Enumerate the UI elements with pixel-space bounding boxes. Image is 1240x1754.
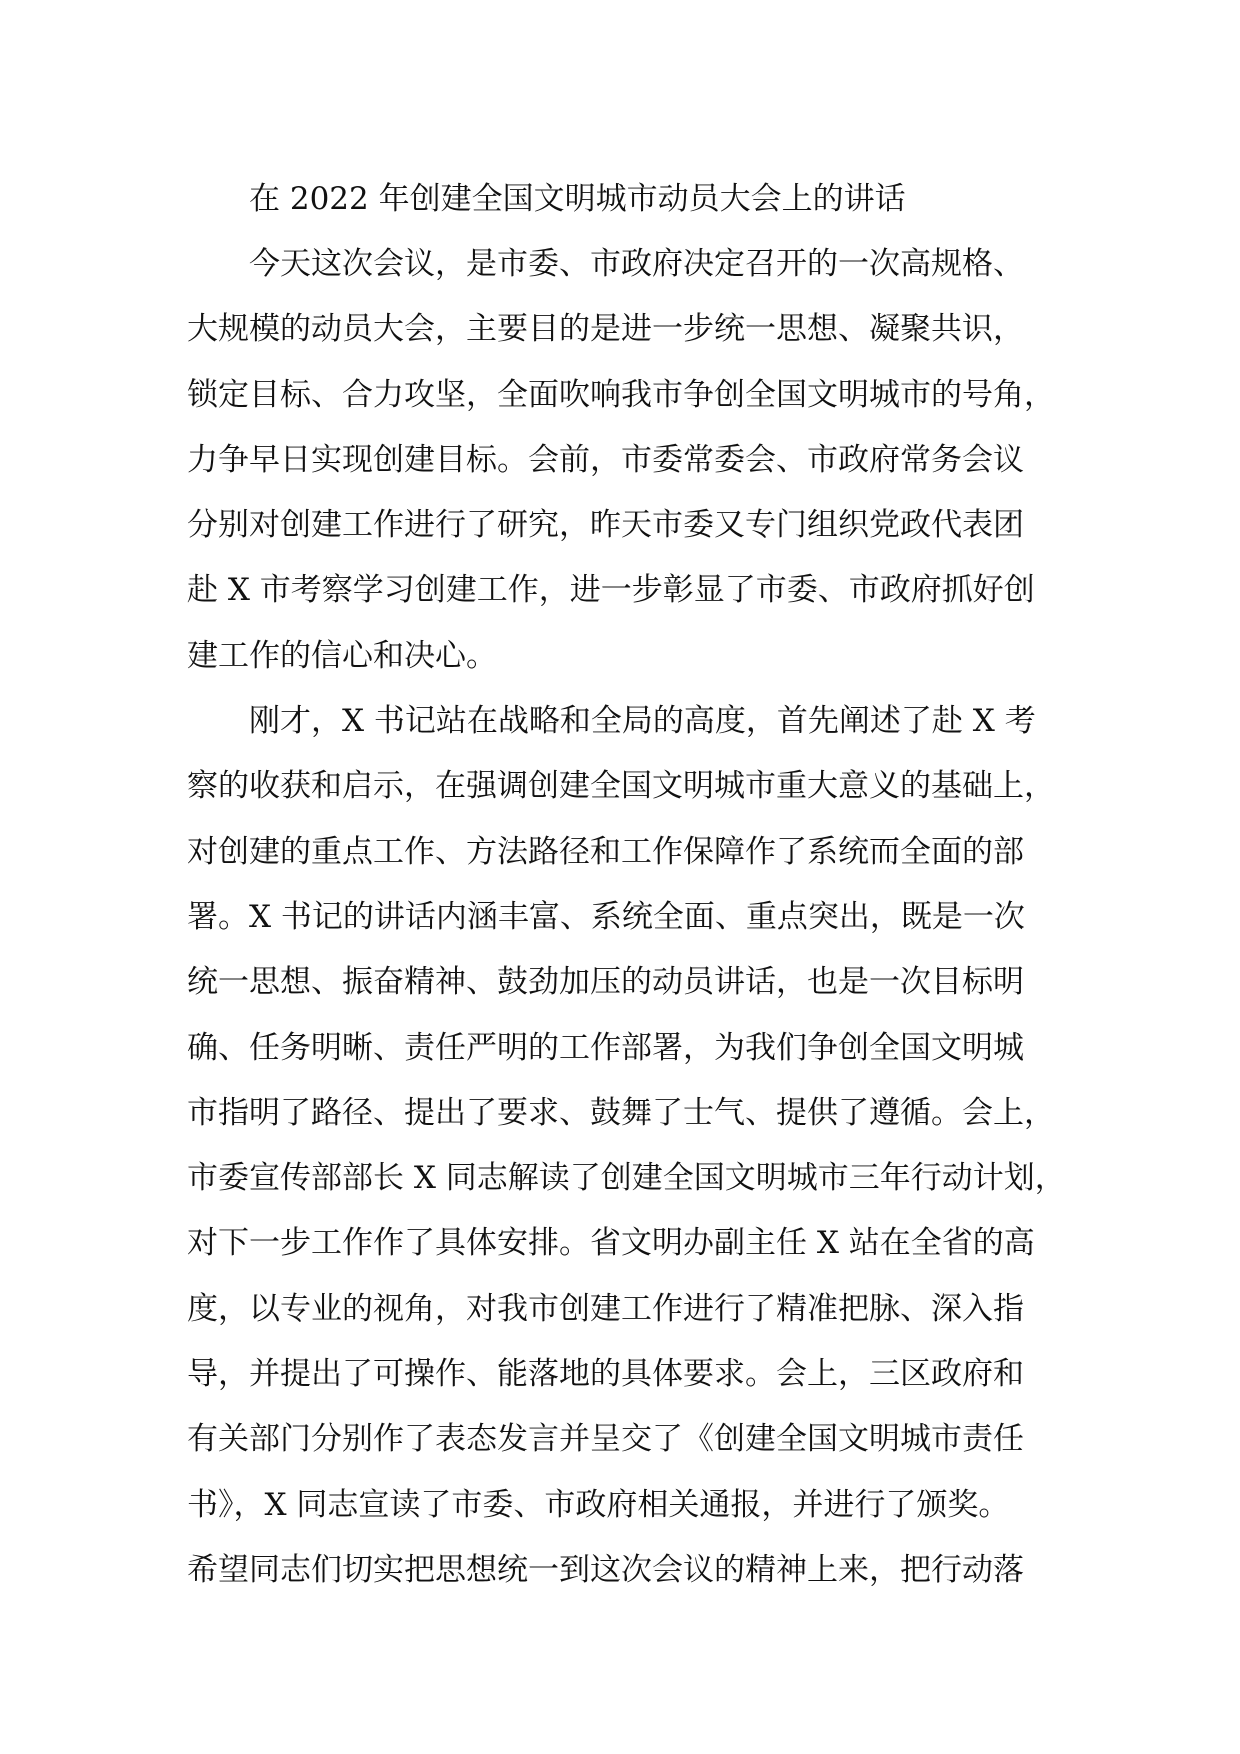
paragraph-2 [187, 689, 1079, 1603]
paragraph-line: 市委宣传部部长 X 同志解读了创建全国文明城市三年行动计划， [187, 1160, 1066, 1197]
paragraph-line: 度，以专业的视角，对我市创建工作进行了精准把脉、深入指 [187, 1290, 1024, 1327]
paragraph-line: 有关部门分别作了表态发言并呈交了《创建全国文明城市责任 [187, 1421, 1024, 1458]
paragraph-line: 赴 X 市考察学习创建工作，进一步彰显了市委、市政府抓好创 [187, 572, 1035, 609]
paragraph-line: 力争早日实现创建目标。会前，市委常委会、市政府常务会议 [187, 441, 1024, 478]
paragraph-line: 建工作的信心和决心。 [187, 637, 497, 674]
paragraph-line: 导，并提出了可操作、能落地的具体要求。会上，三区政府和 [187, 1356, 1024, 1393]
paragraph-line: 希望同志们切实把思想统一到这次会议的精神上来，把行动落 [187, 1551, 1024, 1588]
document-title: 在 2022 年创建全国文明城市动员大会上的讲话 [249, 181, 906, 217]
paragraph-line: 今天这次会议，是市委、市政府决定召开的一次高规格、 [249, 246, 1024, 282]
document-body [187, 166, 1079, 1603]
paragraph-line: 察的收获和启示，在强调创建全国文明城市重大意义的基础上， [187, 768, 1055, 805]
paragraph-1 [187, 232, 1079, 689]
paragraph-line: 刚才，X 书记站在战略和全局的高度，首先阐述了赴 X 考 [249, 703, 1036, 740]
paragraph-line: 署。X 书记的讲话内涵丰富、系统全面、重点突出，既是一次 [187, 898, 1025, 935]
paragraph-line: 统一思想、振奋精神、鼓劲加压的动员讲话，也是一次目标明 [187, 964, 1024, 1001]
paragraph-line: 对创建的重点工作、方法路径和工作保障作了系统而全面的部 [187, 833, 1024, 870]
paragraph-line: 对下一步工作作了具体安排。省文明办副主任 X 站在全省的高 [187, 1225, 1035, 1262]
paragraph-line: 大规模的动员大会，主要目的是进一步统一思想、凝聚共识， [187, 311, 1024, 348]
paragraph-line: 市指明了路径、提出了要求、鼓舞了士气、提供了遵循。会上， [187, 1094, 1055, 1131]
paragraph-line: 书》，X 同志宣读了市委、市政府相关通报，并进行了颁奖。 [187, 1486, 1010, 1523]
paragraph-line: 分别对创建工作进行了研究，昨天市委又专门组织党政代表团 [187, 507, 1024, 544]
paragraph-line: 确、任务明晰、责任严明的工作部署，为我们争创全国文明城 [187, 1029, 1024, 1066]
paragraph-line: 锁定目标、合力攻坚，全面吹响我市争创全国文明城市的号角， [187, 376, 1055, 413]
